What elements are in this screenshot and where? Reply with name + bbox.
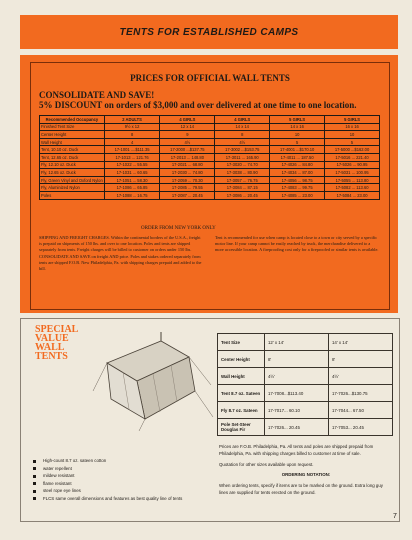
- table-cell: 17-1051 ... 58.30: [104, 176, 160, 184]
- price-table: [39, 115, 380, 200]
- header-cell: Recommended Occupancy: [40, 116, 105, 124]
- list-item: High-count 8.7 oz. sateen cotton: [33, 457, 182, 465]
- order-location-note: ORDER FROM NEW YORK ONLY: [141, 226, 216, 231]
- row-label: Finished Tent Size: [40, 123, 105, 131]
- header-cell: 5 GIRLS: [325, 116, 380, 124]
- table-row: [40, 146, 380, 154]
- special-heading-line: WALL: [35, 342, 65, 353]
- table-row: [40, 176, 380, 184]
- price-table-header: [40, 116, 380, 124]
- table-cell: 9: [160, 131, 215, 139]
- list-item: water repellent: [33, 465, 182, 473]
- list-item: steel rope eye lines: [33, 487, 182, 495]
- row-label: Center Height: [40, 131, 105, 139]
- row-label: Fly, Green Vinyl and Oxford Nylon: [41, 177, 103, 183]
- table-cell: 17-1088 ... 16.75: [104, 191, 160, 199]
- row-label: Fly, Aluminized Nylon: [40, 184, 105, 192]
- table-cell: 17-2087 ... 20.45: [160, 191, 215, 199]
- special-spec-table: [217, 333, 393, 436]
- spec-value: 17-7008...$113.40: [264, 385, 328, 402]
- table-cell: 17-1013 ... 121.76: [104, 153, 160, 161]
- table-cell: 17-5026 ... 90.95: [325, 161, 380, 169]
- note-paragraph: Prices are F.O.B. Philadelphia, Pa. All tents and poles are shipped prepaid from Philadelphia, Pa. with shipping charges billed to customer at time of sale.: [219, 444, 374, 456]
- table-row: [218, 351, 393, 368]
- table-cell: 10: [325, 131, 380, 139]
- table-cell: 14 x 14: [215, 123, 270, 131]
- list-item: flame resistant: [33, 480, 182, 488]
- table-row: [218, 385, 393, 402]
- table-cell: 17-4056 ... 98.75: [270, 176, 325, 184]
- spec-value: 8': [328, 351, 392, 368]
- table-cell: 10: [270, 131, 325, 139]
- spec-value: 17-7044... 67.50: [328, 402, 392, 419]
- header-cell: 5 GIRLS: [270, 116, 325, 124]
- table-cell: 4: [104, 138, 160, 146]
- row-label: Fly, 12.65 oz. Duck: [40, 169, 105, 177]
- special-heading-line: SPECIAL: [35, 324, 79, 335]
- spec-value: 14' x 14': [328, 334, 392, 351]
- table-cell: 17-3020 ... 74.70: [215, 161, 270, 169]
- prices-title: PRICES FOR OFFICIAL WALL TENTS: [130, 73, 290, 83]
- spec-value: 17-7053... 20.45: [328, 419, 392, 436]
- header-cell: 4 GIRLS: [215, 116, 270, 124]
- table-cell: 17-5082 ... 113.60: [325, 184, 380, 192]
- table-cell: 17-2030 ... 74.80: [160, 169, 215, 177]
- table-cell: 17-2085 ... 79.55: [160, 184, 215, 192]
- note-paragraph: Quotation for other sizes available upon request.: [219, 461, 314, 467]
- table-cell: 5: [270, 138, 325, 146]
- row-label: Poles: [40, 191, 105, 199]
- table-row: [40, 161, 380, 169]
- spec-label: Tent Size: [218, 334, 265, 351]
- table-cell: 17-1001 ....$111.35: [104, 146, 160, 154]
- list-item: mildew resistant: [33, 472, 182, 480]
- spec-label: Pole Set-Steer Douglas Fir: [218, 419, 265, 436]
- table-row: [40, 169, 380, 177]
- table-cell: 17-1031 ... 60.65: [104, 169, 160, 177]
- table-row: [218, 402, 393, 419]
- banner-title: TENTS FOR ESTABLISHED CAMPS: [119, 26, 299, 38]
- order-notation-title: ORDERING NOTATION:: [281, 472, 331, 478]
- table-cell: 17-4001 ...$170.10: [270, 146, 325, 154]
- shipping-text-right: Tent is recommended for use when camp is located close to a town or city served by a specific motor line. If your camp cannot be easily reached by truck, the merchandise delivered to a more accessible location. A fireproofing cost only for a fireproofed or similar tents is available.: [215, 235, 379, 253]
- spec-value: 17-7026...$130.75: [328, 385, 392, 402]
- spec-label: Fly 8.7 oz. Sateen: [218, 402, 265, 419]
- shipping-text-left: SHIPPING AND FREIGHT CHARGES. Within the continental borders of the U.S.A., freight is prepaid on shipments of 150 lbs. and over to one location. Poles and tents are shipped separately from tents. Freight charges will be billed to customer on orders under 150 lbs. CONSOLIDATE AND SAVE on freight AND price. Poles and stakes ordered separately from tents are shipped F.O.B. New Philadelphia, Pa. with shipping charges prepaid and added to the bill.: [39, 235, 202, 272]
- discount-text: 5% DISCOUNT on orders of $3,000 and over delivered at one time to one location.: [39, 100, 357, 110]
- row-label: Tent, 12.65 oz. Duck: [40, 153, 105, 161]
- table-row: [40, 123, 380, 131]
- spec-value: 4½': [328, 368, 392, 385]
- table-cell: 17-1022 ... 55.55: [104, 161, 160, 169]
- table-cell: 17-3086 ... 20.45: [215, 191, 270, 199]
- table-cell: 9½ x 12: [104, 123, 160, 131]
- header-cell: 2 ADULTS: [104, 116, 160, 124]
- table-cell: 4½: [160, 138, 215, 146]
- table-cell: 17-2059 ... 70.30: [160, 176, 215, 184]
- table-cell: 8: [104, 131, 160, 139]
- spec-value: 8': [264, 351, 328, 368]
- table-cell: 17-2021 ... 68.80: [160, 161, 215, 169]
- table-row: [40, 138, 380, 146]
- spec-label: Center Height: [218, 351, 265, 368]
- table-cell: 14 x 16: [270, 123, 325, 131]
- table-cell: 4½: [215, 138, 270, 146]
- row-label: Fly, 12.10 oz. Duck: [40, 161, 105, 169]
- header-cell: 4 GIRLS: [160, 116, 215, 124]
- table-row: [218, 334, 393, 351]
- table-cell: 17-4034 ... 87.00: [270, 169, 325, 177]
- table-cell: 17-4085 ... 23.00: [270, 191, 325, 199]
- consolidate-heading: CONSOLIDATE AND SAVE!: [39, 90, 155, 100]
- special-heading-line: TENTS: [35, 351, 68, 362]
- table-row: [40, 191, 380, 199]
- spec-label: Tent 8.7 oz. Sateen: [218, 385, 265, 402]
- table-row: [218, 419, 393, 436]
- spec-value: 4½': [264, 368, 328, 385]
- special-heading: [35, 325, 78, 361]
- spec-value: 17-7026... 20.45: [264, 419, 328, 436]
- table-row: [40, 131, 380, 139]
- table-row: [40, 184, 380, 192]
- page-number: 7: [393, 513, 397, 520]
- table-cell: 17-3084 ... 87.15: [215, 184, 270, 192]
- table-cell: 17-4011 ... 187.50: [270, 153, 325, 161]
- row-label: Tent, 10.10 oz. Duck: [40, 146, 105, 154]
- table-cell: 17-4026 ... 84.80: [270, 161, 325, 169]
- table-cell: 17-5000 ...$162.00: [325, 146, 380, 154]
- special-heading-line: VALUE: [35, 333, 69, 344]
- prices-sheet: [30, 62, 390, 310]
- table-cell: 17-3038 ... 80.90: [215, 169, 270, 177]
- table-cell: 17-5055 ... 113.80: [325, 176, 380, 184]
- table-cell: 16 x 16: [325, 123, 380, 131]
- page-banner: [20, 15, 398, 49]
- table-cell: 17-2000 ...$137.75: [160, 146, 215, 154]
- wall-tent-illustration: [87, 327, 219, 433]
- table-cell: 12 x 14: [160, 123, 215, 131]
- special-section: [20, 318, 400, 522]
- consolidate-block: [39, 90, 357, 110]
- table-row: [40, 153, 380, 161]
- table-cell: 17-5031 ... 100.95: [325, 169, 380, 177]
- special-notes: [219, 444, 393, 501]
- spec-value: 17-7017... 60.10: [264, 402, 328, 419]
- table-cell: 17-3057 ... 76.75: [215, 176, 270, 184]
- table-cell: 17-5016 ... 221.40: [325, 153, 380, 161]
- spec-value: 12' x 14': [264, 334, 328, 351]
- table-cell: 17-4083 ... 99.75: [270, 184, 325, 192]
- table-cell: 5: [325, 138, 380, 146]
- table-row: [218, 368, 393, 385]
- spec-label: Wall Height: [218, 368, 265, 385]
- table-cell: 17-3002 ...$153.75: [215, 146, 270, 154]
- table-cell: 17-2013 ... 148.80: [160, 153, 215, 161]
- table-cell: 17-5084 ... 23.00: [325, 191, 380, 199]
- table-cell: 8: [215, 131, 270, 139]
- list-item: FLCS same overall dimensions and features as best quality line of tents: [33, 495, 182, 503]
- order-notation-text: When ordering tents, specify if items are to be marked on the ground. Extra long guy lines are supplied for tents erected on the ground.: [219, 483, 384, 495]
- row-label: Wall Height: [40, 138, 105, 146]
- table-cell: 17-1086 ... 65.85: [104, 184, 160, 192]
- table-cell: 17-3011 ... 165.90: [215, 153, 270, 161]
- feature-list: [33, 457, 182, 502]
